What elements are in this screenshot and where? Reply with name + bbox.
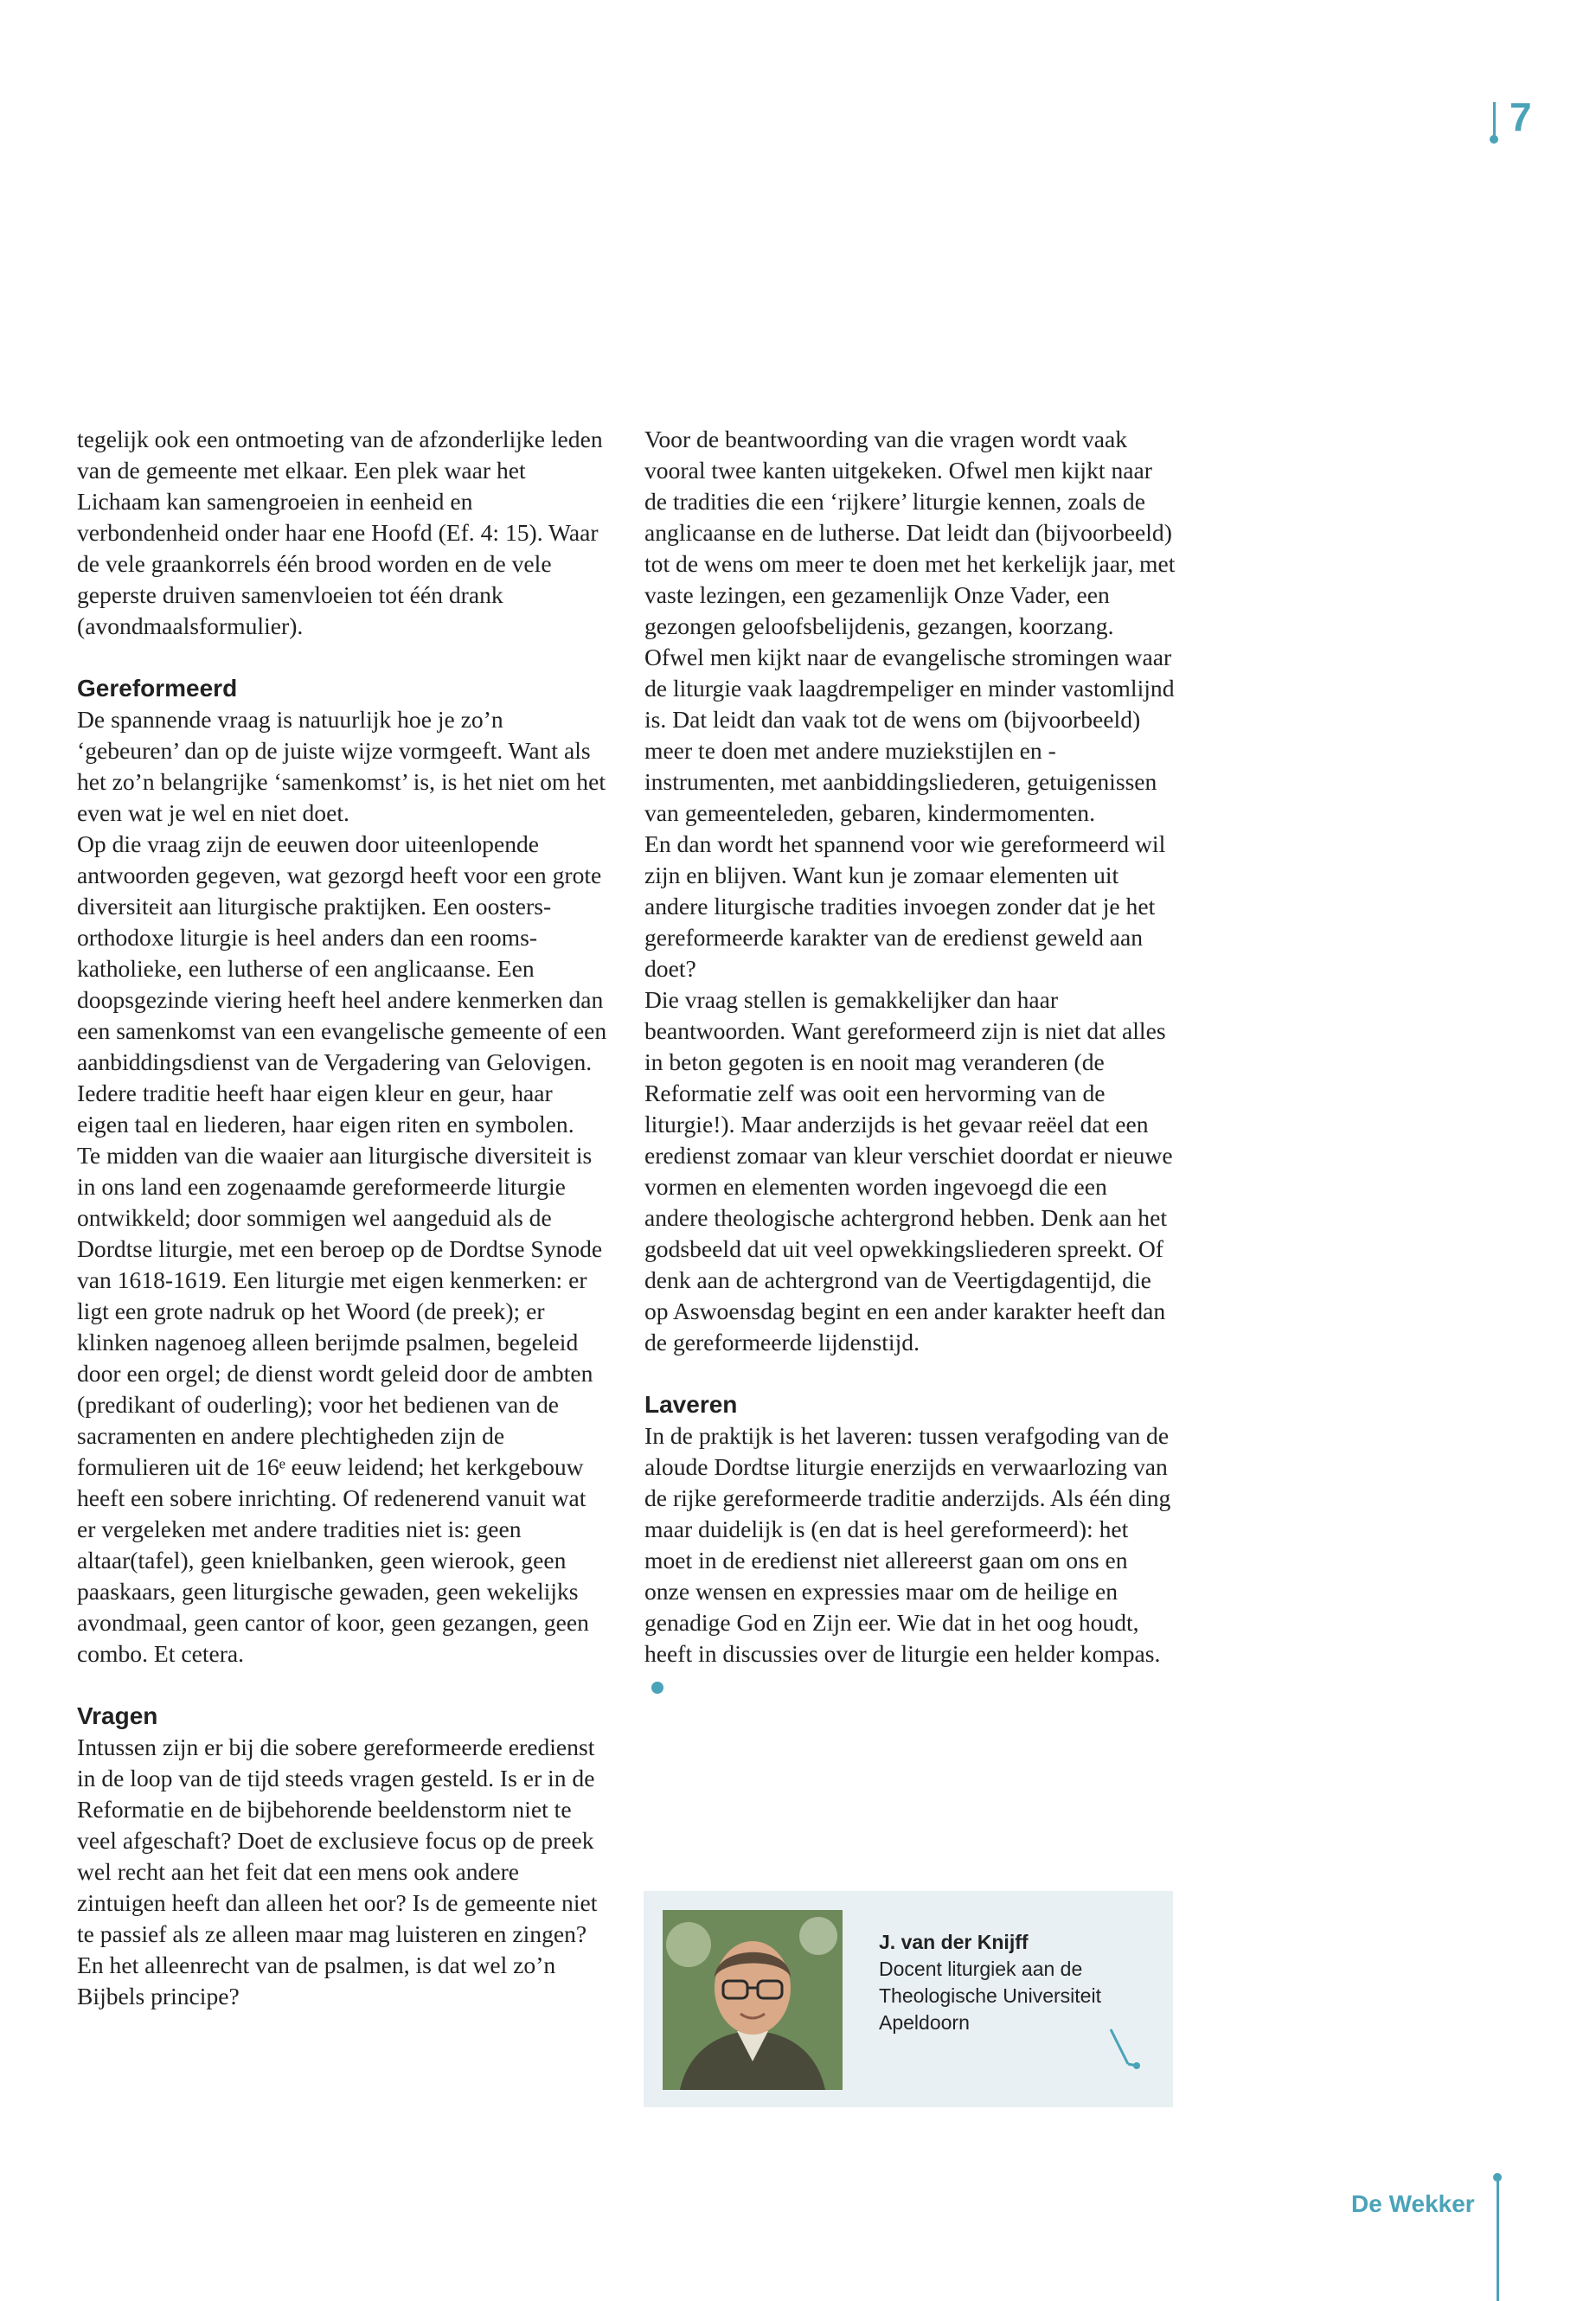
paragraph-text: tegelijk ook een ontmoeting van de afzonderlijke leden van de gemeente met elkaar. Een plek waar het Lichaam kan samengroeien in eenheid en verbondenheid onder haar ene Hoofd (Ef. 4: 15). Waar de vele graankorrels één brood worden en de vele geperste druiven samenvloeien tot één drank (avondmaalsformulier). <box>77 426 603 639</box>
section-heading <box>77 1701 609 1732</box>
paragraph <box>77 424 609 642</box>
page-number-dot <box>1490 135 1498 144</box>
paragraph-text: En dan wordt het spannend voor wie gereformeerd wil zijn en blijven. Want kun je zomaar elementen uit andere liturgische tradities invoegen zonder dat je het gereformeerde karakter van de eredienst geweld aan doet? <box>644 830 1166 982</box>
author-role-line: Theologische Universiteit <box>879 1984 1101 2007</box>
section-heading-text: Gereformeerd <box>77 675 238 702</box>
paragraph <box>77 829 609 1140</box>
paragraph-text: De spannende vraag is natuurlijk hoe je zo’n ‘gebeuren’ dan op de juiste wijze vormgeeft. Want als het zo’n belangrijke ‘samenkomst’ is, is het niet om het even wat je wel en niet doet. <box>77 706 606 826</box>
author-info <box>879 1929 1156 2036</box>
section-heading-text: Laveren <box>644 1391 738 1418</box>
paragraph-text: In de praktijk is het laveren: tussen verafgoding van de aloude Dordtse liturgie enerzijds en verwaarlozing van de rijke gereformeerde traditie anderzijds. Als één ding maar duidelijk is (en dat is heel gereformeerd): het moet in de eredienst niet allereerst gaan om ons en onze wensen en expressies maar om de heilige en genadige God en Zijn eer. Wie dat in het oog houdt, heeft in discussies over de liturgie een helder kompas. <box>644 1422 1171 1667</box>
article-end-dot-icon <box>651 1682 663 1694</box>
section-heading <box>644 1389 1176 1420</box>
paragraph-text: Voor de beantwoording van die vragen wordt vaak vooral twee kanten uitgekeken. Ofwel men kijkt naar de tradities die een ‘rijkere’ liturgie kennen, zoals de anglicaanse en de lutherse. Dat leidt dan (bijvoorbeeld) tot de wens om meer te doen met het kerkelijk jaar, met vaste lezingen, een gezamenlijk Onze Vader, een gezongen geloofsbelijdenis, gezangen, koorzang. Ofwel men kijkt naar de evangelische stromingen waar de liturgie vaak laagdrempeliger en minder vastomlijnd is. Dat leidt dan vaak tot de wens om (bijvoorbeeld) meer te doen met andere muziekstijlen en -instrumenten, met aanbiddingsliederen, getuigenissen van gemeenteleden, gebaren, kindermomenten. <box>644 426 1176 826</box>
section-heading-text: Vragen <box>77 1702 158 1729</box>
article-column-right <box>644 424 1176 1701</box>
paragraph <box>644 1420 1176 1701</box>
author-name: J. van der Knijff <box>879 1931 1029 1953</box>
paragraph <box>77 704 609 829</box>
paragraph <box>644 984 1176 1358</box>
section-heading <box>77 673 609 704</box>
footer-brand: De Wekker <box>1351 2190 1475 2217</box>
decorative-accent-icon <box>1107 2026 1142 2078</box>
paragraph-text: Intussen zijn er bij die sobere gereformeerde eredienst in de loop van de tijd steeds vragen gesteld. Is er in de Reformatie en de bijbehorende beeldenstorm niet te veel afgeschaft? Doet de exclusieve focus op de preek wel recht aan het feit dat een mens ook andere zintuigen heeft dan alleen het oor? Is de gemeente niet te passief als ze alleen maar mag luisteren en zingen? En het alleenrecht van de psalmen, is dat wel zo’n Bijbels principe? <box>77 1734 598 2009</box>
article-column-left <box>77 424 609 2012</box>
paragraph-text: Te midden van die waaier aan liturgische diversiteit is in ons land een zogenaamde gereformeerde liturgie ontwikkeld; door sommigen wel aangeduid als de Dordtse liturgie, met een beroep op de Dordtse Synode van 1618-1619. Een liturgie met eigen kenmerken: er ligt een grote nadruk op het Woord (de preek); er klinken nagenoeg alleen berijmde psalmen, begeleid door een orgel; de dienst wordt geleid door de ambten (predikant of ouderling); voor het bedienen van de sacramenten en andere plechtigheden zijn de formulieren uit de 16ᵉ eeuw leidend; het kerkgebouw heeft een sobere inrichting. Of redenerend vanuit wat er vergeleken met andere tradities niet is: geen altaar(tafel), geen knielbanken, geen wierook, geen paaskaars, geen liturgische gewaden, geen wekelijks avondmaal, geen cantor of koor, geen gezangen, geen combo. Et cetera. <box>77 1142 603 1667</box>
paragraph <box>644 424 1176 829</box>
paragraph-text: Die vraag stellen is gemakkelijker dan haar beantwoorden. Want gereformeerd zijn is niet dat alles in beton gegoten is en nooit mag veranderen (de Reformatie zelf was ooit een hervorming van de liturgie!). Maar anderzijds is het gevaar reëel dat een eredienst zomaar van kleur verschiet doordat er nieuwe vormen en elementen worden ingevoegd die een andere theologische achtergrond hebben. Denk aan het godsbeeld dat uit veel opwekkingsliederen spreekt. Of denk aan de achtergrond van de Veertigdagentijd, die op Aswoensdag begint en een ander karakter heeft dan de gereformeerde lijdenstijd. <box>644 986 1173 1356</box>
page-number: 7 <box>1509 94 1532 139</box>
author-portrait-icon <box>663 1910 843 2090</box>
author-role-line: Docent liturgiek aan de <box>879 1958 1083 1980</box>
author-photo <box>663 1910 843 2090</box>
author-box <box>644 1891 1173 2107</box>
footer-rule <box>1497 2178 1499 2301</box>
paragraph-text: Op die vraag zijn de eeuwen door uiteenlopende antwoorden gegeven, wat gezorgd heeft voor een grote diversiteit aan liturgische praktijken. Een oosters-orthodoxe liturgie is heel anders dan een rooms-katholieke, een lutherse of een anglicaanse. Een doopsgezinde viering heeft heel andere kenmerken dan een samenkomst van een evangelische gemeente of een aanbiddingsdienst van de Vergadering van Gelovigen. Iedere traditie heeft haar eigen kleur en geur, haar eigen taal en liederen, haar eigen riten en symbolen. <box>77 830 607 1138</box>
paragraph <box>644 829 1176 984</box>
paragraph <box>77 1732 609 2012</box>
paragraph <box>77 1140 609 1670</box>
author-role-line: Apeldoorn <box>879 2011 970 2034</box>
